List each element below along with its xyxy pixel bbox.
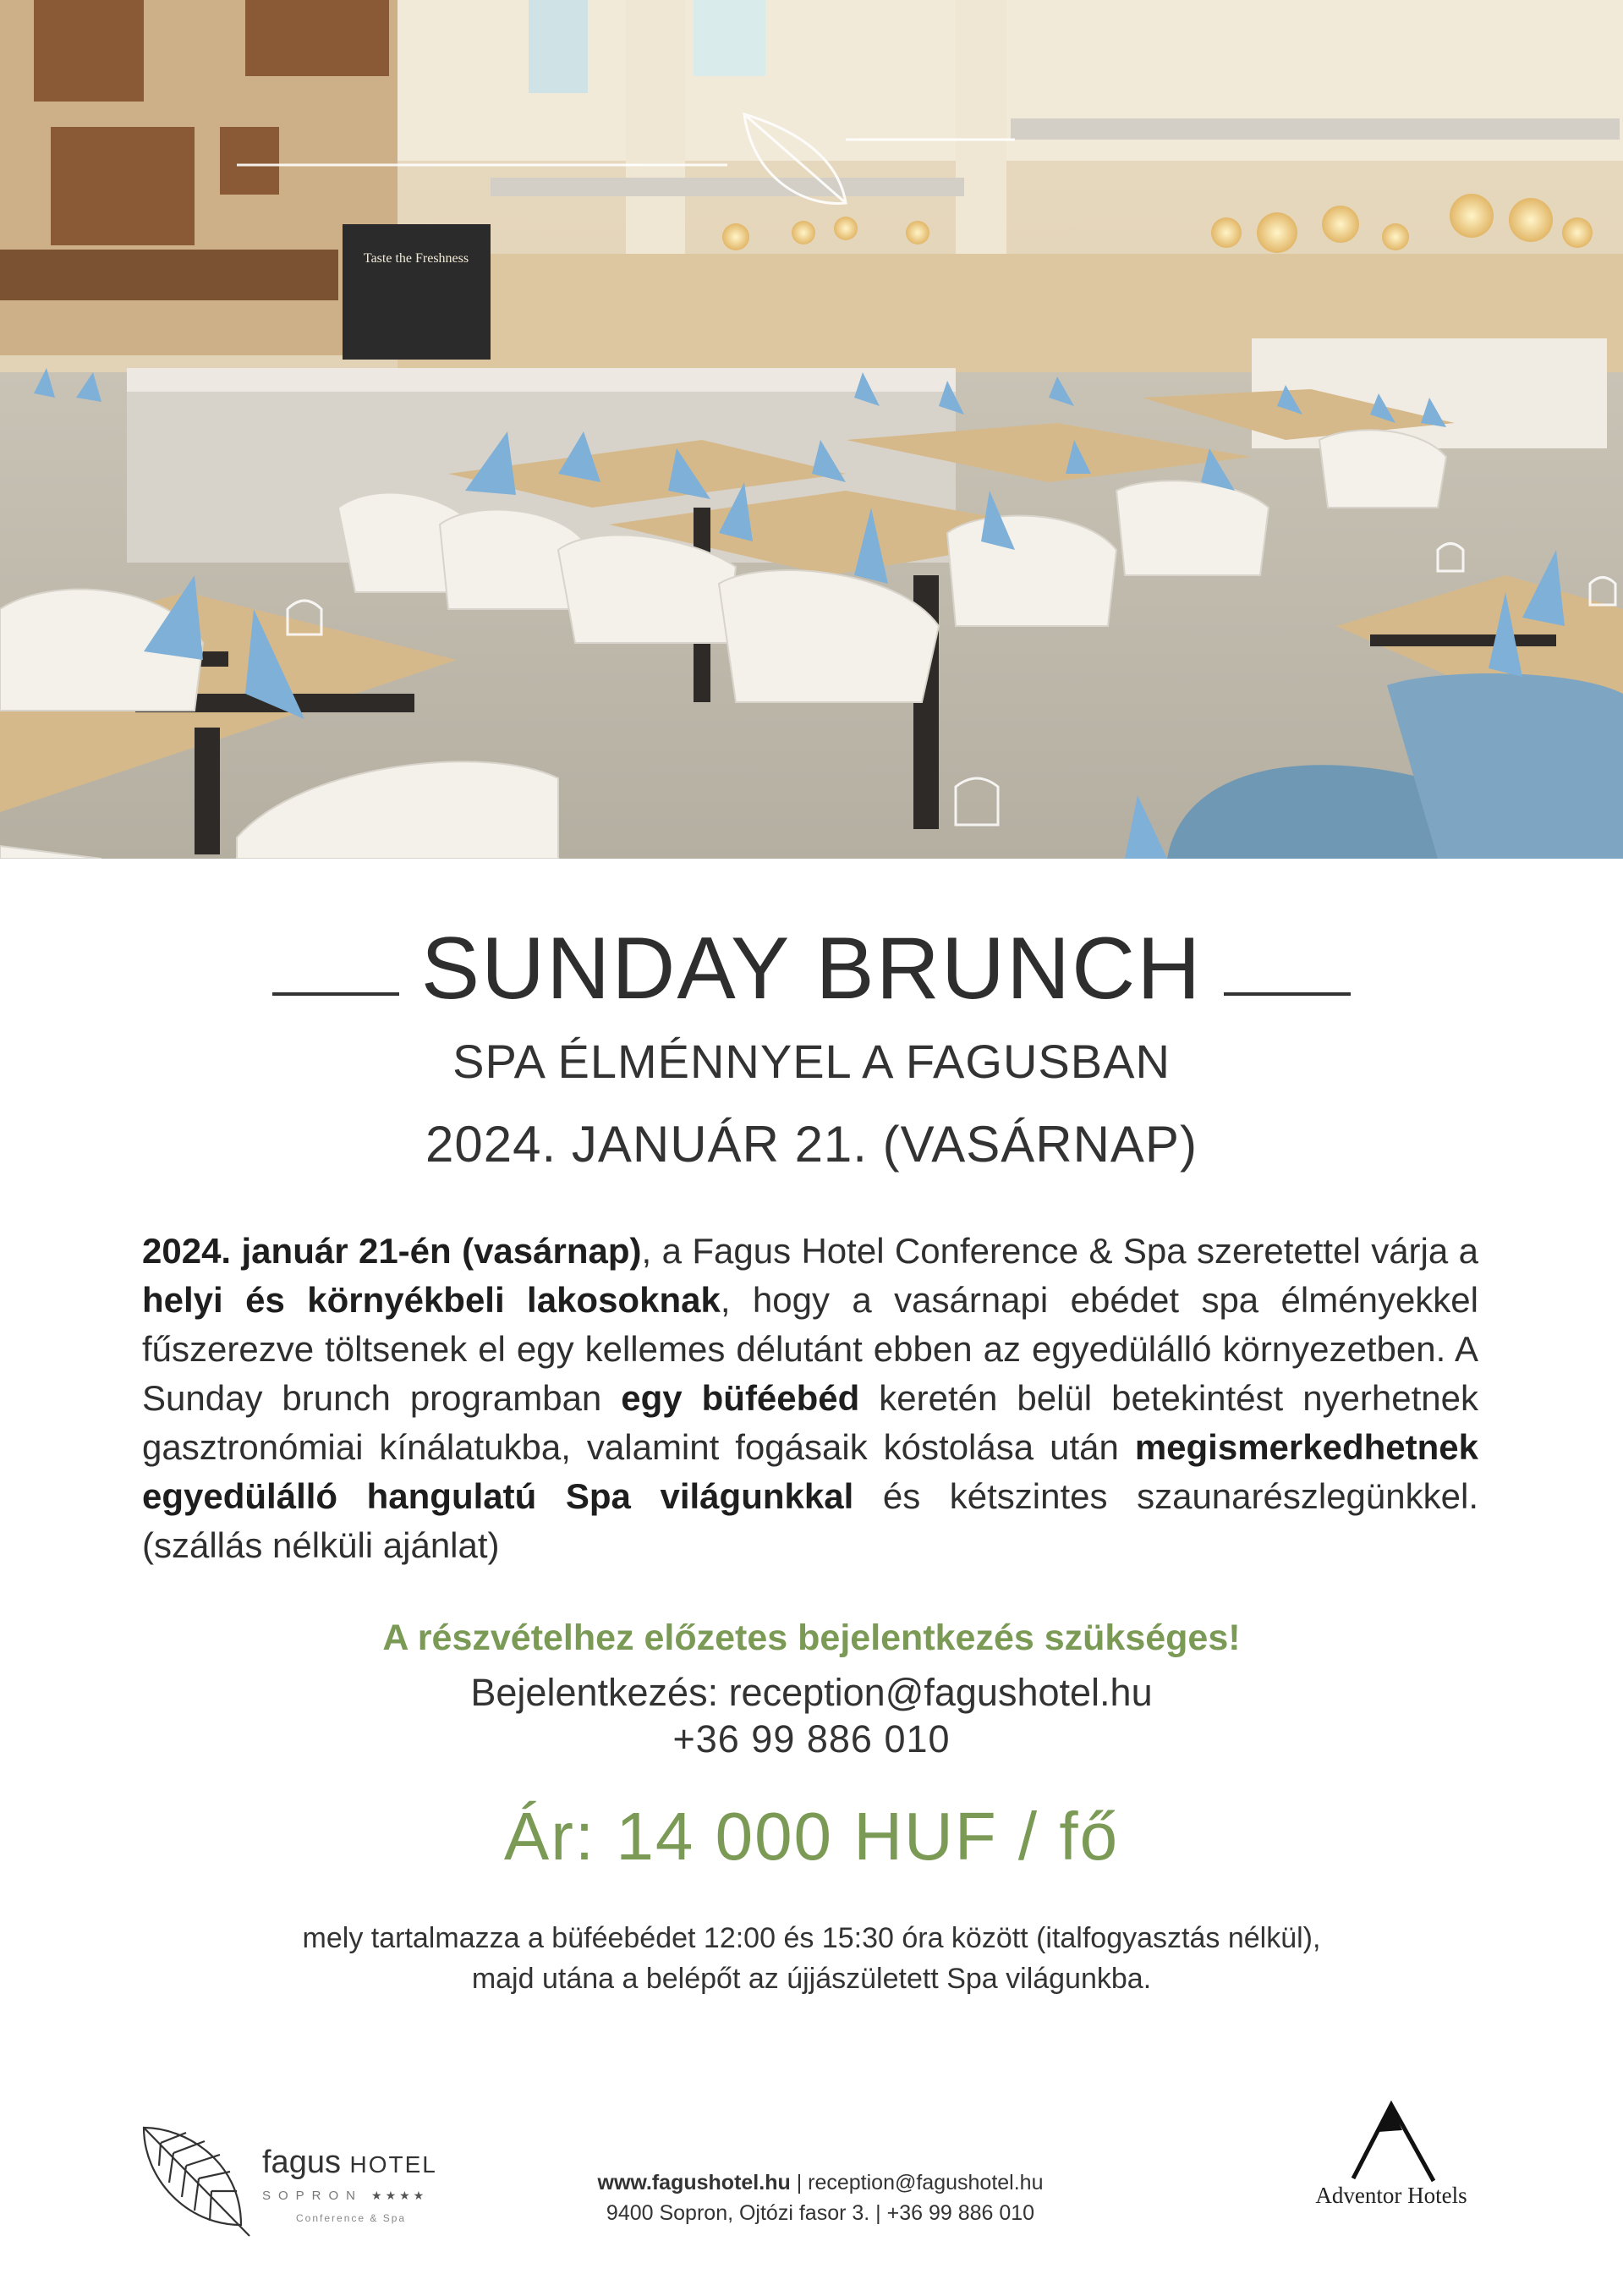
- brand-hotel: HOTEL: [349, 2151, 437, 2178]
- body-bold-audience: helyi és környékbeli lakosoknak: [142, 1280, 721, 1320]
- body-text-3: keretén belül betekintést nyerhetnek gasztronómiai kínálatukba, valamint fogásaik kóstolása után: [142, 1378, 1479, 1467]
- fagus-hotel-logo: [135, 2111, 457, 2242]
- body-bold-spa: megismerkedhetnek egyedülálló hangulatú Spa világunkkal: [142, 1427, 1478, 1516]
- footer-address: 9400 Sopron, Ojtózi fasor 3. | +36 99 886 010: [606, 2201, 1035, 2225]
- adventor-name: Adventor Hotels: [1315, 2183, 1467, 2208]
- restaurant-illustration: [0, 0, 1623, 859]
- hero-photo: [0, 0, 1623, 859]
- price-includes-line-2: majd utána a belépőt az újjászületett Spa világunkba.: [471, 1963, 1152, 1995]
- brand-fagus: fagus: [262, 2145, 341, 2180]
- footer-separator: |: [790, 2171, 809, 2194]
- registration-notice: A részvételhez előzetes bejelentkezés szükséges!: [382, 1618, 1241, 1658]
- footer-website-link[interactable]: www.fagushotel.hu: [597, 2171, 791, 2194]
- footer-email-link[interactable]: reception@fagushotel.hu: [808, 2171, 1044, 2194]
- footer-contact: [524, 2167, 1116, 2228]
- brand-name: [262, 2145, 437, 2181]
- event-date: 2024. JANUÁR 21. (VASÁRNAP): [425, 1116, 1198, 1173]
- brand-stars: ★★★★: [371, 2189, 428, 2202]
- fagus-leaf-icon: [135, 2111, 254, 2238]
- adventor-triangle-icon: [1294, 2098, 1489, 2183]
- brand-city-text: SOPRON: [262, 2189, 364, 2203]
- booking-phone[interactable]: +36 99 886 010: [672, 1717, 951, 1760]
- body-text-4: és kétszintes szaunarészlegünkkel. (szállás nélküli ajánlat): [142, 1476, 1478, 1565]
- brand-city: [262, 2189, 427, 2203]
- title-rule-right: [1224, 992, 1351, 996]
- body-text-1: , a Fagus Hotel Conference & Spa szeretettel várja a: [641, 1231, 1478, 1271]
- adventor-hotels-logo: [1294, 2098, 1489, 2233]
- body-bold-date: 2024. január 21-én (vasárnap): [142, 1231, 642, 1271]
- price: Ár: 14 000 HUF / fő: [503, 1799, 1120, 1874]
- price-includes-line-1: mely tartalmazza a büféebédet 12:00 és 15:30 óra között (italfogyasztás nélkül),: [302, 1922, 1321, 1954]
- booking-email[interactable]: Bejelentkezés: reception@fagushotel.hu: [470, 1671, 1153, 1714]
- sign-text: Taste the Freshness: [363, 251, 469, 266]
- description-paragraph: [142, 1227, 1478, 1570]
- subtitle: SPA ÉLMÉNNYEL A FAGUSBAN: [452, 1035, 1171, 1088]
- page-title: SUNDAY BRUNCH: [420, 919, 1203, 1018]
- body-bold-buffet: egy büféebéd: [621, 1378, 860, 1418]
- title-rule-left: [272, 992, 399, 996]
- body-text-2: , hogy a vasárnapi ebédet spa élményekkel fűszerezve töltsenek el egy kellemes délutánt ebben az egyedülálló környezetben. A Sunday brunch programban: [142, 1280, 1478, 1418]
- brand-subtitle: Conference & Spa: [296, 2212, 407, 2224]
- title-row: [0, 918, 1623, 1019]
